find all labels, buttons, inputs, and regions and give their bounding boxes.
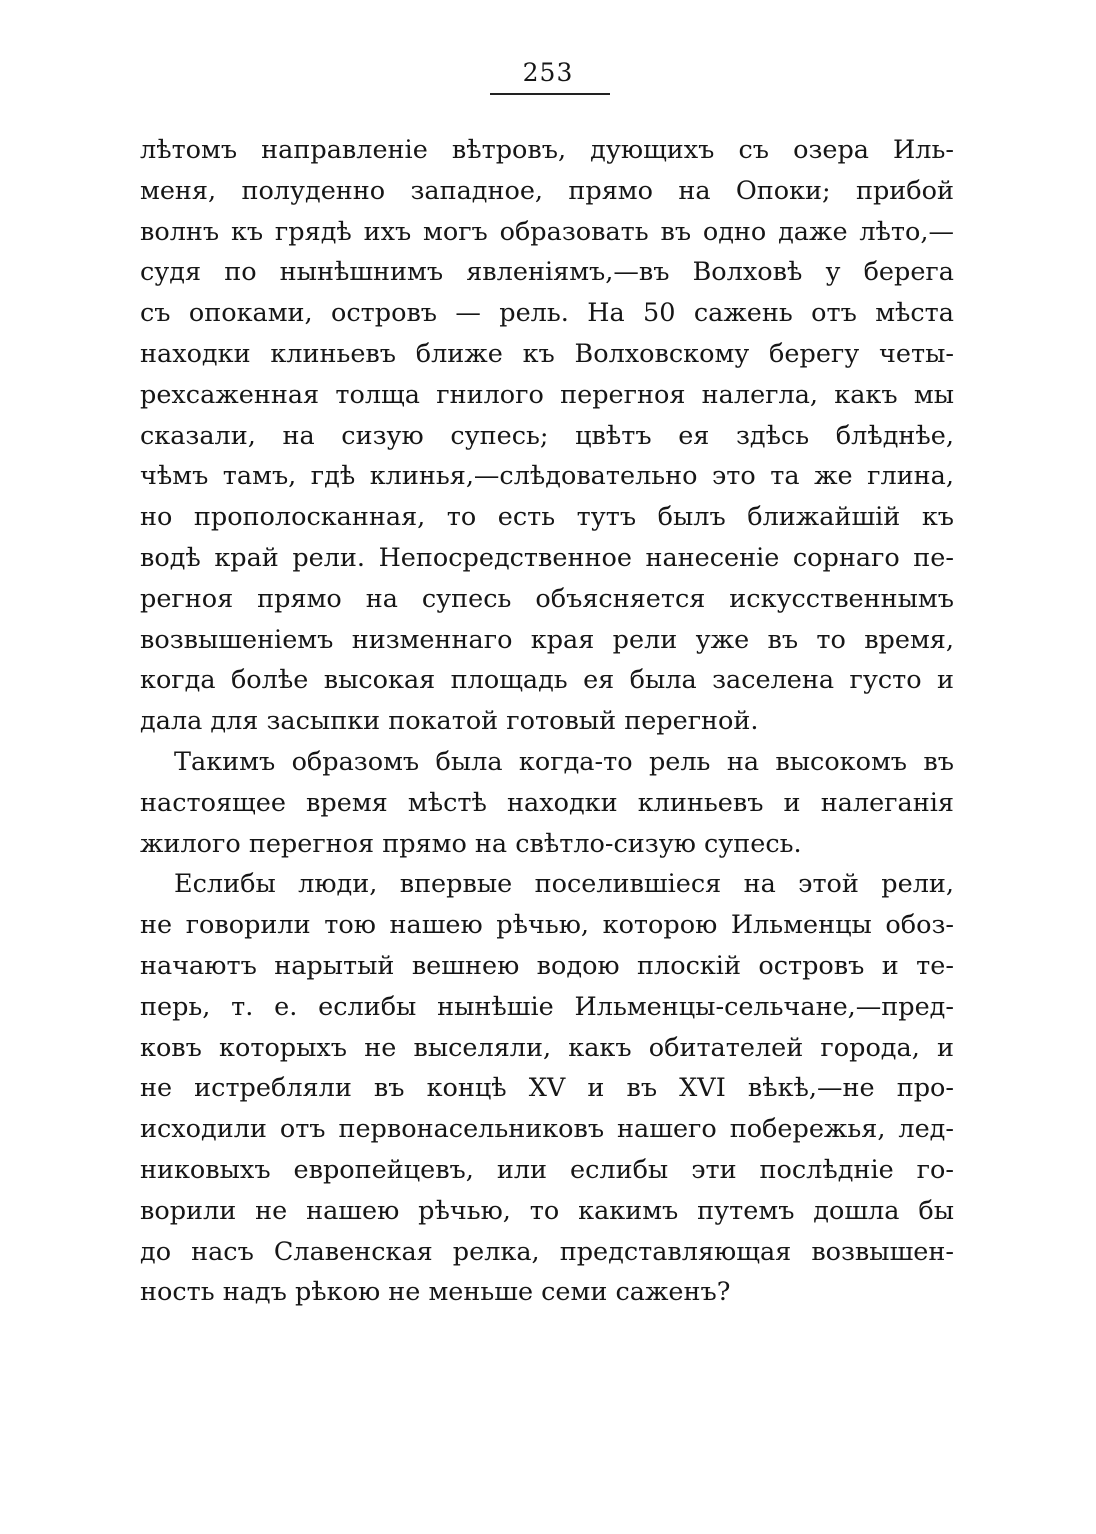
text-line: лѣтомъ направленіе вѣтровъ, дующихъ съ озера Иль- [140, 135, 954, 165]
text-line: перь, т. е. еслибы нынѣшіе Ильменцы-сельчане,—пред- [140, 991, 954, 1022]
text-line: ность надъ рѣкою не меньше семи саженъ? [140, 1277, 731, 1308]
text-line: съ опоками, островъ — рель. На 50 сажень отъ мѣста [140, 298, 954, 329]
text-line: жилого перегноя прямо на свѣтло-сизую супесь. [140, 828, 802, 859]
text-line: ковъ которыхъ не выселяли, какъ обитателей города, и [140, 1032, 954, 1063]
text-line: регноя прямо на супесь объясняется искусственнымъ [140, 583, 954, 614]
text-line: настоящее время мѣстѣ находки клиньевъ и налеганія [140, 787, 954, 818]
paragraph-2 [140, 742, 954, 864]
text-line: чѣмъ тамъ, гдѣ клинья,—слѣдовательно это та же глина, [140, 461, 954, 492]
text-line: не говорили тою нашею рѣчью, которою Ильменцы обоз- [140, 910, 954, 941]
text-line: водѣ край рели. Непосредственное нанесеніе сорнаго пе- [140, 542, 954, 573]
text-line: рехсаженная толща гнилого перегноя налегла, какъ мы [140, 379, 954, 410]
text-line: ворили не нашею рѣчью, то какимъ путемъ дошла бы [140, 1195, 954, 1226]
text-line: сказали, на сизую супесь; цвѣтъ ея здѣсь блѣднѣе, [140, 420, 954, 451]
text-line: дала для засыпки покатой готовый перегной. [140, 706, 759, 737]
text-line: судя по нынѣшнимъ явленіямъ,—въ Волховѣ у берега [140, 257, 954, 288]
text-line: когда болѣе высокая площадь ея была заселена густо и [140, 665, 954, 696]
text-line: меня, полуденно западное, прямо на Опоки; прибой [140, 175, 954, 206]
text-line: начаютъ нарытый вешнею водою плоскій островъ и те- [140, 950, 954, 981]
paragraph-3 [140, 864, 954, 1313]
paragraph-1 [140, 130, 954, 742]
text-line: никовыхъ европейцевъ, или еслибы эти послѣдніе го- [140, 1154, 954, 1185]
text-line: Еслибы люди, впервые поселившіеся на этой рели, [174, 869, 954, 900]
page-number: 253 [522, 58, 574, 87]
text-line: исходили отъ первонасельниковъ нашего побережья, лед- [140, 1114, 954, 1145]
text-line: но прополосканная, то есть тутъ былъ ближайшій къ [140, 502, 954, 533]
page-text [140, 130, 954, 1313]
header-rule [490, 93, 610, 95]
text-line: не истребляли въ концѣ XV и въ XVI вѣкѣ,—не про- [140, 1073, 954, 1104]
text-line: Такимъ образомъ была когда-то рель на высокомъ въ [174, 746, 954, 777]
text-line: волнъ къ грядѣ ихъ могъ образовать въ одно даже лѣто,— [140, 216, 954, 247]
text-line: возвышеніемъ низменнаго края рели уже въ то время, [140, 624, 954, 655]
text-line: находки клиньевъ ближе къ Волховскому берегу четы- [140, 338, 954, 369]
text-line: до насъ Славенская релка, представляющая возвышен- [140, 1236, 954, 1267]
